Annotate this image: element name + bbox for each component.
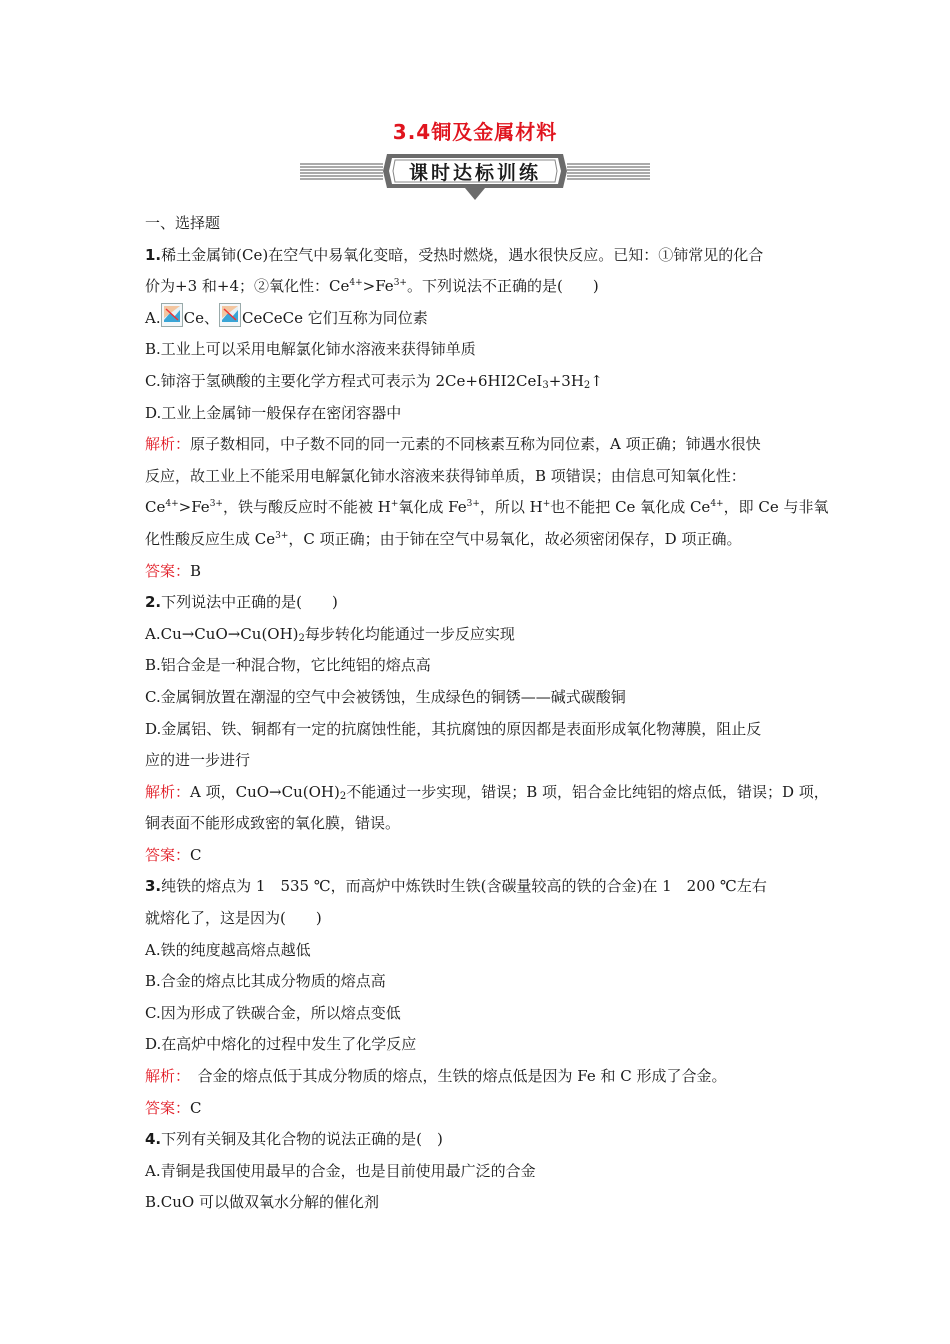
q4-option-a: A.青铜是我国使用最早的合金，也是目前使用最广泛的合金 <box>145 1161 536 1180</box>
q2-analysis-line1 <box>145 777 829 809</box>
q2-stem-text: 下列说法中正确的是( ) <box>161 593 338 612</box>
sup: 3+ <box>466 499 480 510</box>
q4-number: 4. <box>145 1130 162 1149</box>
q1-stem-line1 <box>145 240 815 272</box>
t: ，即 Ce 与非氧 <box>723 498 829 517</box>
answer-label: 答案： <box>145 561 191 580</box>
q3-option-c: C.因为形成了铁碳合金，所以熔点变低 <box>145 1003 401 1022</box>
q4-stem-text: 下列有关铜及其化合物的说法正确的是( ) <box>161 1130 443 1149</box>
t: 也不能把 Ce 氧化成 Ce <box>550 498 711 517</box>
t: ，C 项正确；由于铈在空气中易氧化，故必须密闭保存，D 项正确。 <box>288 529 742 548</box>
q2-option-d-line1: D.金属铝、铁、铜都有一定的抗腐蚀性能，其抗腐蚀的原因都是表面形成氧化物薄膜，阻止反 <box>145 719 762 738</box>
q1-stem-text1: 稀土金属铈(Ce)在空气中易氧化变暗，受热时燃烧，遇水很快反应。已知：①铈常见的化合 <box>161 245 764 264</box>
t: A 项，CuO→Cu(OH) <box>190 782 340 801</box>
q3-stem-text1: 纯铁的熔点为 1 535 ℃，而高炉中炼铁时生铁(含碳量较高的铁的合金)在 1 200 ℃左右 <box>161 877 767 896</box>
q1-stem-text2a: 价为+3 和+4；②氧化性：Ce <box>145 277 350 296</box>
section-heading: 一、选择题 <box>145 214 221 232</box>
q1-option-a-text1: Ce、 <box>183 308 219 327</box>
q3-option-b: B.合金的熔点比其成分物质的熔点高 <box>145 972 386 991</box>
analysis-label: 解析： <box>145 1067 183 1086</box>
q2-analysis-line2: 铜表面不能形成致密的氧化膜，错误。 <box>145 814 401 833</box>
q2-option-a <box>145 619 815 651</box>
analysis-label: 解析： <box>145 435 191 454</box>
q1-option-c-text2: +3H <box>548 371 584 390</box>
q1-analysis-line1 <box>145 429 815 461</box>
question-content <box>145 208 829 1219</box>
q2-stem <box>145 587 815 619</box>
t: 氧化成 Fe <box>398 498 467 517</box>
sup: 3+ <box>275 530 289 541</box>
q1-option-c-sub1: 3 <box>542 379 549 391</box>
up-arrow-glyph: ↑ <box>590 371 603 390</box>
t: Ce <box>145 498 166 517</box>
q1-analysis-line4 <box>145 524 815 556</box>
q2-option-b: B.铝合金是一种混合物，它比纯铝的熔点高 <box>145 656 431 675</box>
t: >Fe <box>178 498 210 517</box>
q1-analysis-line3 <box>145 492 829 524</box>
q1-option-a <box>145 303 815 335</box>
q3-answer-value: C <box>190 1098 202 1117</box>
q1-option-b: B.工业上可以采用电解氯化铈水溶液来获得铈单质 <box>145 340 476 359</box>
t: A.Cu→CuO→Cu(OH) <box>145 624 299 643</box>
q1-option-c-text1: C.铈溶于氢碘酸的主要化学方程式可表示为 2Ce+6HI2CeI <box>145 371 543 390</box>
sub: 2 <box>298 632 305 644</box>
broken-image-icon <box>161 303 183 327</box>
answer-label: 答案： <box>145 1098 191 1117</box>
q1-analysis-text1: 原子数相同，中子数不同的同一元素的不同核素互称为同位素，A 项正确；铈遇水很快 <box>190 435 761 454</box>
q3-option-d: D.在高炉中熔化的过程中发生了化学反应 <box>145 1035 417 1054</box>
answer-label: 答案： <box>145 845 191 864</box>
q1-option-c-sub2: 2 <box>583 379 591 391</box>
q3-analysis <box>145 1061 815 1093</box>
q2-answer <box>145 840 815 872</box>
q3-stem-line2: 就熔化了，这是因为( ) <box>145 909 322 928</box>
q1-stem-line2 <box>145 271 815 303</box>
q2-option-d-line2: 应的进一步进行 <box>145 751 251 770</box>
sup: + <box>542 499 551 510</box>
sub: 2 <box>339 790 347 802</box>
q1-option-c <box>145 366 815 398</box>
t: ，铁与酸反应时不能被 H <box>222 498 391 517</box>
q2-option-c: C.金属铜放置在潮湿的空气中会被锈蚀，生成绿色的铜锈——碱式碳酸铜 <box>145 687 626 706</box>
q1-sup1: 4+ <box>349 278 363 289</box>
q1-option-d: D.工业上金属铈一般保存在密闭容器中 <box>145 403 402 422</box>
q1-sup2: 3+ <box>393 278 407 289</box>
q3-number: 3. <box>145 877 162 896</box>
q4-option-b: B.CuO 可以做双氧水分解的催化剂 <box>145 1193 379 1212</box>
banner-label: 课时达标训练 <box>408 162 541 184</box>
t: 每步转化均能通过一步反应实现 <box>304 624 515 643</box>
q1-number: 1. <box>145 245 162 264</box>
q2-number: 2. <box>145 593 162 612</box>
q1-option-a-text2: CeCeCe 它们互称为同位素 <box>241 308 428 327</box>
t: 化性酸反应生成 Ce <box>145 529 276 548</box>
q3-answer <box>145 1093 815 1125</box>
section-banner <box>295 148 655 206</box>
q2-answer-value: C <box>190 845 202 864</box>
sup: 4+ <box>710 499 724 510</box>
broken-image-icon <box>219 303 241 327</box>
q1-gt: >Fe <box>362 277 394 296</box>
q3-stem-line1 <box>145 871 815 903</box>
q1-answer-value: B <box>190 561 202 580</box>
q4-stem <box>145 1124 815 1156</box>
q1-answer <box>145 556 815 588</box>
sup: + <box>390 499 399 510</box>
q1-analysis-line2: 反应，故工业上不能采用电解氯化铈水溶液来获得铈单质，B 项错误；由信息可知氧化性： <box>145 466 746 485</box>
sup: 4+ <box>165 499 179 510</box>
t: ，所以 H <box>479 498 543 517</box>
t: 不能通过一步实现，错误；B 项，铝合金比纯铝的熔点低，错误；D 项， <box>346 782 829 801</box>
q1-stem-text2b: 。下列说法不正确的是( ) <box>406 277 599 296</box>
analysis-label: 解析： <box>145 782 191 801</box>
q3-option-a: A.铁的纯度越高熔点越低 <box>145 940 311 959</box>
page-title: 3.4铜及金属材料 <box>392 120 558 144</box>
q1-option-a-prefix: A. <box>145 308 161 327</box>
sup: 3+ <box>209 499 223 510</box>
q3-analysis-text: 合金的熔点低于其成分物质的熔点，生铁的熔点低是因为 Fe 和 C 形成了合金。 <box>182 1067 727 1086</box>
